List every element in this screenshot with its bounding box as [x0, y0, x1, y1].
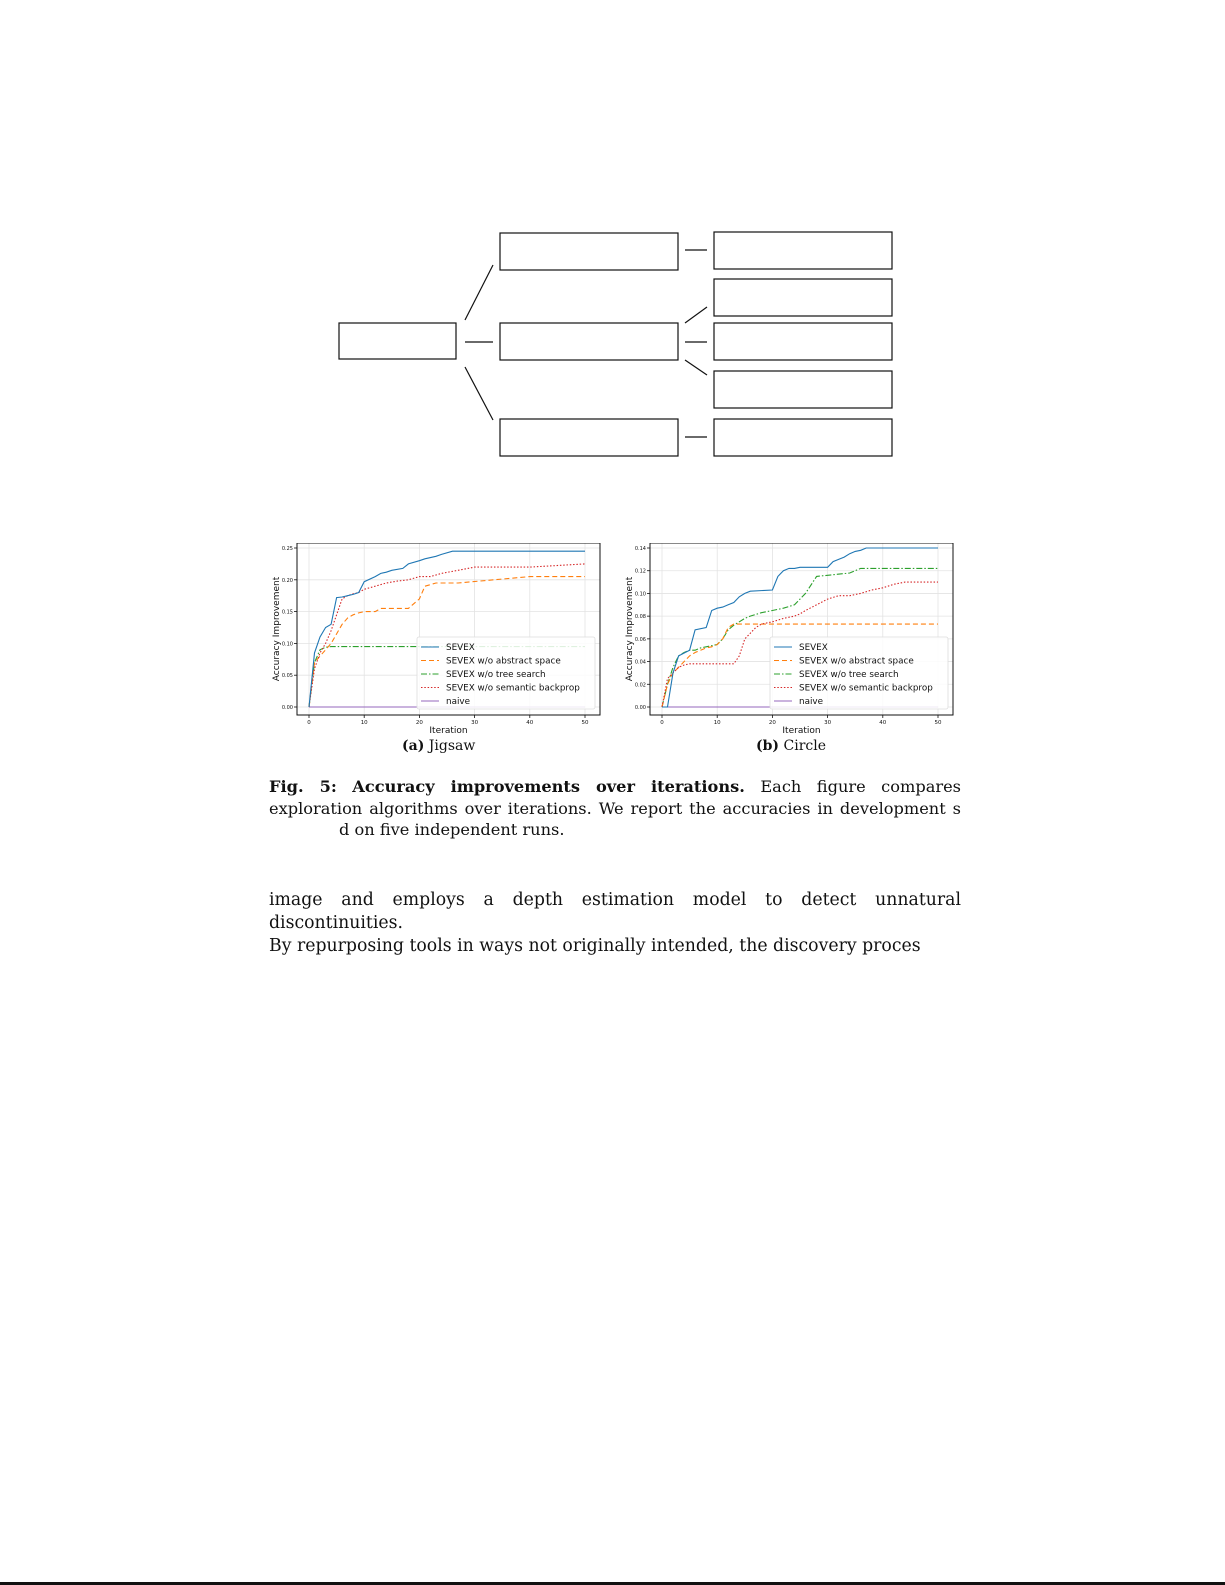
- legend-label: SEVEX w/o abstract space: [446, 656, 561, 667]
- tree-edge: [685, 307, 707, 323]
- y-tick-label: 0.10: [634, 591, 646, 598]
- y-tick-label: 0.02: [634, 682, 646, 689]
- tree-mid-box-1: [500, 233, 678, 270]
- tree-leaf-box-1: [714, 232, 892, 269]
- y-tick-label: 0.14: [634, 546, 646, 552]
- x-tick-label: 0: [660, 720, 664, 726]
- tree-leaf-box-2: [714, 279, 892, 316]
- y-tick-label: 0.00: [634, 705, 646, 711]
- tree-mid-box-2: [500, 323, 678, 360]
- x-tick-label: 50: [934, 720, 942, 726]
- y-tick-label: 0.05: [281, 673, 293, 680]
- legend-label: naive: [799, 697, 824, 707]
- y-axis-label: Accuracy Improvement: [625, 576, 635, 682]
- figure-text: Each figure compares exploration algorithms over iterations. We report the accuracies in development s: [269, 777, 961, 818]
- legend-label: SEVEX w/o tree search: [799, 670, 899, 680]
- tree-leaf-box-4: [714, 371, 892, 408]
- x-tick-label: 30: [471, 720, 479, 726]
- tree-mid-box-3: [500, 419, 678, 456]
- x-tick-label: 30: [824, 720, 832, 726]
- y-tick-label: 0.12: [634, 568, 646, 575]
- y-tick-label: 0.00: [281, 705, 293, 711]
- x-tick-label: 50: [581, 720, 589, 726]
- figure-label: Fig. 5:: [269, 777, 337, 796]
- tree-edge: [465, 367, 493, 420]
- subcaption-letter: (a): [402, 738, 425, 754]
- legend-label: SEVEX w/o abstract space: [799, 656, 914, 667]
- subcaption-a: [402, 738, 475, 754]
- legend-label: naive: [446, 697, 471, 707]
- x-axis-label: Iteration: [429, 726, 468, 736]
- x-axis-label: Iteration: [782, 726, 821, 736]
- y-tick-label: 0.25: [281, 546, 293, 552]
- legend-label: SEVEX w/o semantic backprop: [799, 683, 933, 694]
- figure-caption: [269, 776, 961, 841]
- y-tick-label: 0.08: [634, 614, 646, 621]
- y-tick-label: 0.15: [281, 609, 293, 616]
- y-tick-label: 0.20: [281, 577, 293, 584]
- y-tick-label: 0.04: [634, 659, 646, 666]
- x-tick-label: 10: [360, 720, 368, 726]
- subcaption-letter: (b): [756, 738, 780, 754]
- legend-label: SEVEX: [799, 643, 828, 653]
- tree-root-box: [339, 323, 456, 359]
- x-tick-label: 20: [768, 720, 776, 726]
- legend-label: SEVEX w/o tree search: [446, 670, 546, 680]
- tree-edge: [465, 265, 493, 320]
- x-tick-label: 40: [879, 720, 887, 726]
- figure-title: Accuracy improvements over iterations.: [352, 777, 745, 796]
- y-axis-label: Accuracy Improvement: [272, 576, 282, 682]
- tree-leaf-box-3: [714, 323, 892, 360]
- x-tick-label: 20: [415, 720, 423, 726]
- circle-chart: [623, 543, 963, 743]
- x-tick-label: 0: [307, 720, 311, 726]
- legend-label: SEVEX: [446, 643, 475, 653]
- y-tick-label: 0.10: [281, 641, 293, 648]
- subcaption-name: Circle: [783, 738, 826, 754]
- tree-diagram: [0, 0, 1225, 470]
- subcaption-name: Jigsaw: [428, 738, 476, 754]
- tree-edge: [685, 360, 707, 375]
- subcaption-b: [756, 738, 826, 754]
- body-text: [269, 889, 961, 958]
- jigsaw-chart: [270, 543, 610, 743]
- x-tick-label: 40: [526, 720, 534, 726]
- x-tick-label: 10: [713, 720, 721, 726]
- tree-leaf-box-5: [714, 419, 892, 456]
- body-line: image and employs a depth estimation model to detect unnatural discontinuities.: [269, 890, 961, 933]
- legend-label: SEVEX w/o semantic backprop: [446, 683, 580, 694]
- y-tick-label: 0.06: [634, 636, 646, 643]
- figure-text-tail: d on five independent runs.: [339, 820, 565, 839]
- body-line: By repurposing tools in ways not originally intended, the discovery proces: [269, 936, 921, 956]
